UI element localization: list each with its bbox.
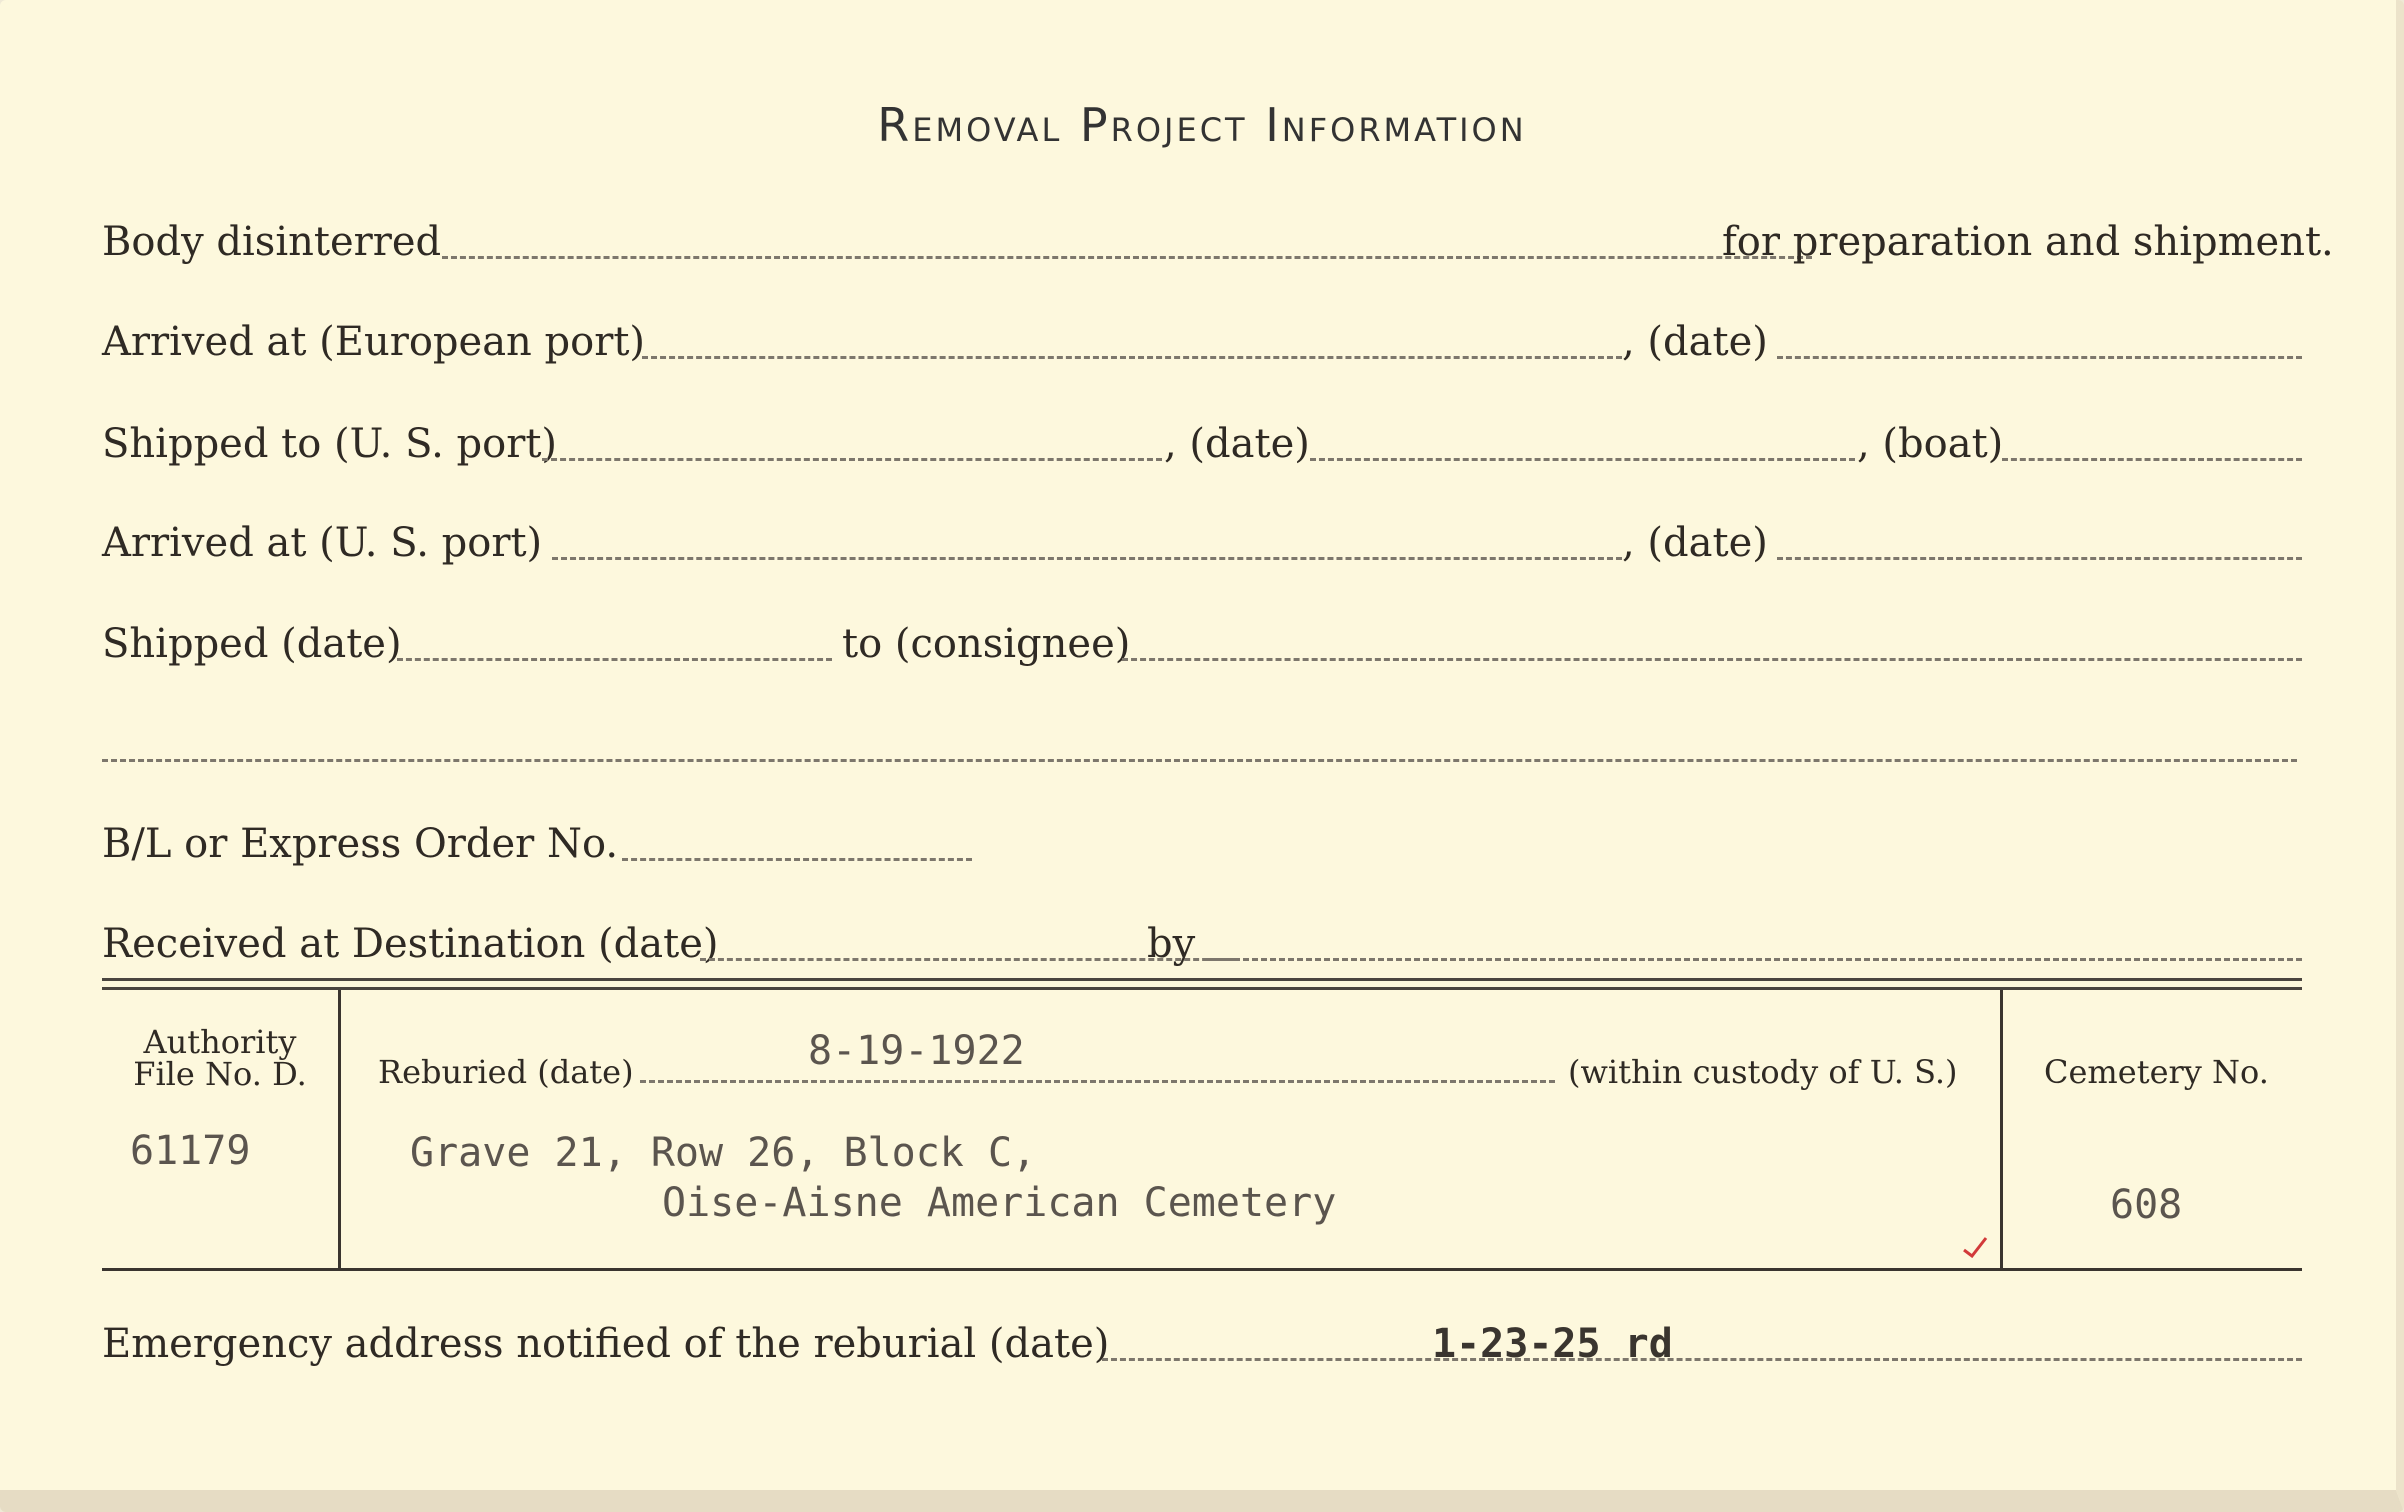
grave-location-line1: Grave 21, Row 26, Block C, xyxy=(410,1130,1037,1176)
label-arrived-european: Arrived at (European port) xyxy=(102,319,646,365)
field-line-boat[interactable] xyxy=(2002,458,2302,461)
row-arrived-us-port xyxy=(102,513,2302,573)
field-line-emergency-date[interactable] xyxy=(1102,1358,2302,1361)
label-file-no: File No. D. xyxy=(133,1055,307,1093)
label-cemetery-no: Cemetery No. xyxy=(2044,1053,2269,1091)
row-shipped-us-port xyxy=(102,414,2302,474)
row-bl-order xyxy=(102,814,2302,874)
field-line-us-port[interactable] xyxy=(542,458,1162,461)
label-shipped-us-port: Shipped to (U. S. port) xyxy=(102,421,557,467)
label-authority: Authority xyxy=(143,1023,297,1061)
row-received-destination xyxy=(102,914,2302,974)
field-line-disinterred[interactable] xyxy=(442,256,1812,259)
row-shipped-consignee xyxy=(102,614,2302,674)
red-check-mark-icon xyxy=(1962,1236,1988,1258)
label-by: by xyxy=(1147,921,1196,967)
field-line-shipped-date[interactable] xyxy=(1310,458,1855,461)
label-to-consignee: to (consignee) xyxy=(842,621,1131,667)
label-for-preparation: for preparation and shipment. xyxy=(1722,219,2334,265)
label-body-disinterred: Body disinterred xyxy=(102,219,442,265)
label-bl-order: B/L or Express Order No. xyxy=(102,821,619,867)
field-line-reburied[interactable] xyxy=(640,1080,1555,1083)
label-date-2: , (date) xyxy=(1164,421,1310,467)
label-date-1: , (date) xyxy=(1622,319,1768,365)
row-body-disinterred xyxy=(102,212,2334,272)
section-double-rule xyxy=(102,978,2302,990)
field-line-continuation[interactable] xyxy=(102,759,2297,762)
row-arrived-european xyxy=(102,312,2302,372)
label-boat: , (boat) xyxy=(1857,421,2004,467)
field-line-consignee[interactable] xyxy=(1122,658,2302,661)
reburied-date-value: 8-19-1922 xyxy=(808,1028,1025,1074)
field-line-arrived-us-date[interactable] xyxy=(1777,557,2302,560)
field-line-bl-order[interactable] xyxy=(622,858,972,861)
emergency-date-value: 1-23-25 rd xyxy=(1432,1321,1673,1367)
label-date-3: , (date) xyxy=(1622,520,1768,566)
field-line-received-by[interactable] xyxy=(1207,958,2302,961)
file-no-value: 61179 xyxy=(130,1128,251,1174)
label-emergency-address: Emergency address notified of the reburial (date) xyxy=(102,1321,1110,1367)
form-title xyxy=(0,98,2404,152)
column-divider-right xyxy=(2000,990,2003,1268)
label-reburied-date: Reburied (date) xyxy=(378,1053,634,1091)
grave-location-line2: Oise-Aisne American Cemetery xyxy=(662,1180,1337,1226)
row-continuation xyxy=(102,715,2302,775)
field-line-european-port[interactable] xyxy=(642,356,1622,359)
field-line-arrived-us[interactable] xyxy=(552,557,1622,560)
field-line-european-date[interactable] xyxy=(1777,356,2302,359)
column-divider-left xyxy=(338,990,341,1268)
label-arrived-us-port: Arrived at (U. S. port) xyxy=(102,520,543,566)
cemetery-no-value: 608 xyxy=(2110,1182,2183,1228)
row-emergency-address xyxy=(102,1314,2302,1374)
label-shipped-date: Shipped (date) xyxy=(102,621,402,667)
form-title-text: Removal Project Information xyxy=(877,98,1527,152)
label-received-destination: Received at Destination (date) xyxy=(102,921,719,967)
section-bottom-rule xyxy=(102,1268,2302,1271)
label-within-custody: (within custody of U. S.) xyxy=(1568,1053,1958,1091)
field-line-shipped-date-2[interactable] xyxy=(397,658,832,661)
